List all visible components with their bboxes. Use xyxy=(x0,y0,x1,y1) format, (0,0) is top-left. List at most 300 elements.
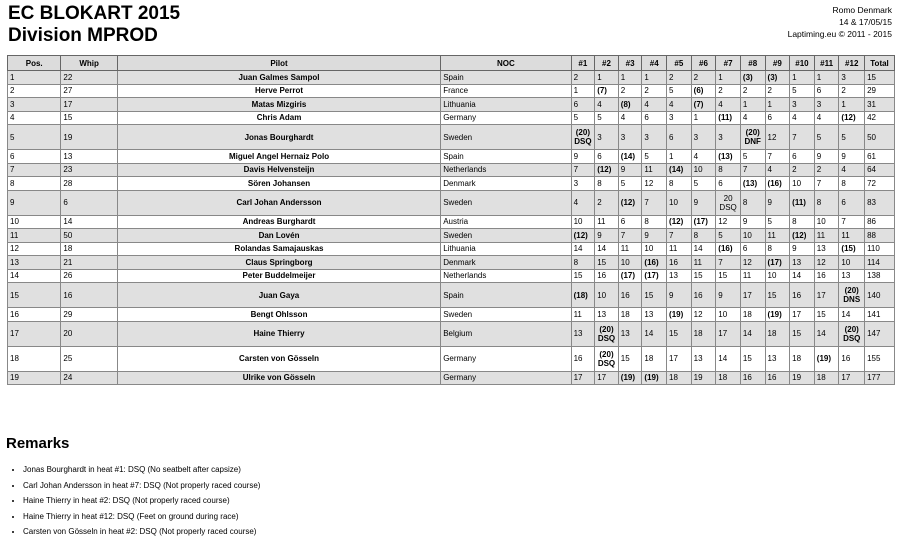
heat-result-cell: 13 xyxy=(642,308,667,322)
heat-result-cell: 18 xyxy=(740,308,765,322)
heat-result-cell: 7 xyxy=(765,150,790,164)
heat-result-cell: 6 xyxy=(839,190,865,215)
column-header: #7 xyxy=(716,56,741,71)
position-cell: 4 xyxy=(8,111,61,125)
column-header: #11 xyxy=(814,56,839,71)
heat-result-cell: 2 xyxy=(716,84,741,98)
heat-result-cell: 4 xyxy=(839,163,865,177)
noc-cell: Netherlands xyxy=(441,269,571,283)
heat-result-cell: 13 xyxy=(595,308,619,322)
heat-result-cell: 11 xyxy=(618,242,642,256)
total-cell: 42 xyxy=(865,111,895,125)
heat-result-cell: (17) xyxy=(691,215,716,229)
heat-result-cell: (12) xyxy=(618,190,642,215)
noc-cell: Spain xyxy=(441,283,571,308)
column-header: Total xyxy=(865,56,895,71)
heat-result-cell: 9 xyxy=(618,163,642,177)
heat-result-cell: 1 xyxy=(595,71,619,85)
remark-item: • Carl Johan Andersson in heat #7: DSQ (Not properly raced course) xyxy=(23,478,260,494)
total-cell: 147 xyxy=(865,321,895,346)
pilot-cell: Bengt Ohlsson xyxy=(117,308,440,322)
heat-result-cell: 14 xyxy=(740,321,765,346)
heat-result-cell: 8 xyxy=(595,177,619,191)
heat-result-cell: 4 xyxy=(595,98,619,112)
total-cell: 114 xyxy=(865,256,895,270)
heat-result-cell: (19) xyxy=(765,308,790,322)
heat-result-cell: 1 xyxy=(814,71,839,85)
table-header-row xyxy=(8,56,895,71)
heat-result-cell: 13 xyxy=(765,346,790,371)
pilot-cell: Claus Springborg xyxy=(117,256,440,270)
heat-result-cell: (7) xyxy=(595,84,619,98)
heat-result-cell: 14 xyxy=(571,242,595,256)
total-cell: 15 xyxy=(865,71,895,85)
heat-result-cell: (14) xyxy=(667,163,692,177)
position-cell: 13 xyxy=(8,256,61,270)
position-cell: 16 xyxy=(8,308,61,322)
heat-result-cell: 7 xyxy=(814,177,839,191)
heat-result-cell: 5 xyxy=(571,111,595,125)
pilot-cell: Juan Gaya xyxy=(117,283,440,308)
heat-result-cell: 7 xyxy=(716,256,741,270)
column-header: #3 xyxy=(618,56,642,71)
heat-result-cell: 11 xyxy=(839,229,865,243)
heat-result-cell: 18 xyxy=(642,346,667,371)
heat-result-cell: 5 xyxy=(740,150,765,164)
pilot-cell: Sören Johansen xyxy=(117,177,440,191)
heat-result-cell: 12 xyxy=(740,256,765,270)
heat-result-cell: 5 xyxy=(618,177,642,191)
noc-cell: Belgium xyxy=(441,321,571,346)
heat-result-cell: 9 xyxy=(571,150,595,164)
heat-result-cell: 15 xyxy=(765,283,790,308)
remark-item: • Carsten von Gösseln in heat #2: DSQ (Not properly raced course) xyxy=(23,524,260,540)
whip-cell: 21 xyxy=(61,256,117,270)
pilot-cell: Juan Galmes Sampol xyxy=(117,71,440,85)
heat-result-cell: 16 xyxy=(839,346,865,371)
heat-result-cell: 6 xyxy=(642,111,667,125)
whip-cell: 17 xyxy=(61,98,117,112)
total-cell: 50 xyxy=(865,125,895,150)
heat-result-cell: 11 xyxy=(595,215,619,229)
heat-result-cell: 4 xyxy=(814,111,839,125)
position-cell: 5 xyxy=(8,125,61,150)
heat-result-cell: 15 xyxy=(691,269,716,283)
event-title: EC BLOKART 2015 xyxy=(8,3,181,24)
position-cell: 14 xyxy=(8,269,61,283)
heat-result-cell: 13 xyxy=(839,269,865,283)
heat-result-cell: 6 xyxy=(595,150,619,164)
heat-result-cell: 15 xyxy=(790,321,815,346)
heat-result-cell: 14 xyxy=(642,321,667,346)
column-header: Whip xyxy=(61,56,117,71)
heat-result-cell: 4 xyxy=(740,111,765,125)
heat-result-cell: 18 xyxy=(667,371,692,385)
event-dates: 14 & 17/05/15 xyxy=(839,17,892,27)
heat-result-cell: 18 xyxy=(618,308,642,322)
noc-cell: Netherlands xyxy=(441,163,571,177)
heat-result-cell: 10 xyxy=(839,256,865,270)
heat-result-cell: 10 xyxy=(740,229,765,243)
column-header: #12 xyxy=(839,56,865,71)
column-header: Pos. xyxy=(8,56,61,71)
heat-result-cell: 12 xyxy=(642,177,667,191)
heat-result-cell: 7 xyxy=(667,229,692,243)
position-cell: 19 xyxy=(8,371,61,385)
table-row xyxy=(8,269,895,283)
heat-result-cell: 9 xyxy=(691,190,716,215)
pilot-cell: Matas Mizgiris xyxy=(117,98,440,112)
column-header: NOC xyxy=(441,56,571,71)
heat-result-cell: 2 xyxy=(765,84,790,98)
heat-result-cell: 5 xyxy=(691,177,716,191)
whip-cell: 15 xyxy=(61,111,117,125)
heat-result-cell: 13 xyxy=(814,242,839,256)
table-row xyxy=(8,177,895,191)
heat-result-cell: 10 xyxy=(814,215,839,229)
heat-result-cell: (20) DSQ xyxy=(571,125,595,150)
whip-cell: 29 xyxy=(61,308,117,322)
heat-result-cell: 7 xyxy=(571,163,595,177)
heat-result-cell: 11 xyxy=(667,242,692,256)
heat-result-cell: 16 xyxy=(740,371,765,385)
heat-result-cell: 13 xyxy=(667,269,692,283)
position-cell: 15 xyxy=(8,283,61,308)
total-cell: 110 xyxy=(865,242,895,256)
heat-result-cell: 1 xyxy=(571,84,595,98)
noc-cell: Sweden xyxy=(441,125,571,150)
noc-cell: France xyxy=(441,84,571,98)
heat-result-cell: 9 xyxy=(765,190,790,215)
heat-result-cell: 13 xyxy=(691,346,716,371)
position-cell: 9 xyxy=(8,190,61,215)
position-cell: 10 xyxy=(8,215,61,229)
total-cell: 72 xyxy=(865,177,895,191)
heat-result-cell: 2 xyxy=(667,71,692,85)
total-cell: 138 xyxy=(865,269,895,283)
heat-result-cell: 14 xyxy=(691,242,716,256)
heat-result-cell: (7) xyxy=(691,98,716,112)
heat-result-cell: (12) xyxy=(571,229,595,243)
noc-cell: Sweden xyxy=(441,229,571,243)
table-row xyxy=(8,308,895,322)
heat-result-cell: (3) xyxy=(765,71,790,85)
heat-result-cell: 7 xyxy=(618,229,642,243)
position-cell: 2 xyxy=(8,84,61,98)
heat-result-cell: 10 xyxy=(642,242,667,256)
whip-cell: 27 xyxy=(61,84,117,98)
heat-result-cell: (14) xyxy=(618,150,642,164)
column-header: #9 xyxy=(765,56,790,71)
table-row xyxy=(8,98,895,112)
heat-result-cell: (19) xyxy=(814,346,839,371)
heat-result-cell: 8 xyxy=(814,190,839,215)
heat-result-cell: 5 xyxy=(839,125,865,150)
position-cell: 17 xyxy=(8,321,61,346)
heat-result-cell: 1 xyxy=(618,71,642,85)
noc-cell: Spain xyxy=(441,150,571,164)
heat-result-cell: 19 xyxy=(691,371,716,385)
heat-result-cell: (16) xyxy=(642,256,667,270)
pilot-cell: Rolandas Samajauskas xyxy=(117,242,440,256)
total-cell: 177 xyxy=(865,371,895,385)
heat-result-cell: 8 xyxy=(667,177,692,191)
event-meta xyxy=(788,4,892,40)
noc-cell: Denmark xyxy=(441,256,571,270)
heat-result-cell: 1 xyxy=(790,71,815,85)
heat-result-cell: 3 xyxy=(814,98,839,112)
heat-result-cell: 9 xyxy=(716,283,741,308)
table-row xyxy=(8,371,895,385)
table-row xyxy=(8,242,895,256)
whip-cell: 23 xyxy=(61,163,117,177)
noc-cell: Austria xyxy=(441,215,571,229)
pilot-cell: Jonas Bourghardt xyxy=(117,125,440,150)
heat-result-cell: (3) xyxy=(740,71,765,85)
credit-text: Laptiming.eu © 2011 - 2015 xyxy=(787,29,892,39)
heat-result-cell: 6 xyxy=(618,215,642,229)
table-row xyxy=(8,84,895,98)
position-cell: 8 xyxy=(8,177,61,191)
heat-result-cell: 3 xyxy=(839,71,865,85)
column-header: #4 xyxy=(642,56,667,71)
total-cell: 86 xyxy=(865,215,895,229)
table-row xyxy=(8,346,895,371)
heat-result-cell: 7 xyxy=(839,215,865,229)
position-cell: 18 xyxy=(8,346,61,371)
table-row xyxy=(8,215,895,229)
heat-result-cell: (20) DNS xyxy=(839,283,865,308)
heat-result-cell: 9 xyxy=(642,229,667,243)
heat-result-cell: 15 xyxy=(595,256,619,270)
heat-result-cell: (16) xyxy=(716,242,741,256)
noc-cell: Germany xyxy=(441,346,571,371)
heat-result-cell: 2 xyxy=(571,71,595,85)
heat-result-cell: 1 xyxy=(691,111,716,125)
division-title: Division MPROD xyxy=(8,25,158,46)
pilot-cell: Miguel Angel Hernaiz Polo xyxy=(117,150,440,164)
whip-cell: 22 xyxy=(61,71,117,85)
column-header: #8 xyxy=(740,56,765,71)
heat-result-cell: 9 xyxy=(740,215,765,229)
heat-result-cell: 17 xyxy=(571,371,595,385)
heat-result-cell: 20 DSQ xyxy=(716,190,741,215)
heat-result-cell: 4 xyxy=(691,150,716,164)
heat-result-cell: (18) xyxy=(571,283,595,308)
heat-result-cell: 8 xyxy=(790,215,815,229)
position-cell: 11 xyxy=(8,229,61,243)
heat-result-cell: (12) xyxy=(839,111,865,125)
pilot-cell: Davis Helvensteijn xyxy=(117,163,440,177)
heat-result-cell: 8 xyxy=(740,190,765,215)
whip-cell: 18 xyxy=(61,242,117,256)
noc-cell: Denmark xyxy=(441,177,571,191)
whip-cell: 16 xyxy=(61,283,117,308)
heat-result-cell: 16 xyxy=(571,346,595,371)
heat-result-cell: 5 xyxy=(814,125,839,150)
heat-result-cell: 18 xyxy=(814,371,839,385)
table-row xyxy=(8,283,895,308)
heat-result-cell: 6 xyxy=(571,98,595,112)
heat-result-cell: 10 xyxy=(765,269,790,283)
heat-result-cell: 9 xyxy=(595,229,619,243)
heat-result-cell: 16 xyxy=(691,283,716,308)
heat-result-cell: 6 xyxy=(765,111,790,125)
page-title xyxy=(8,3,180,47)
whip-cell: 50 xyxy=(61,229,117,243)
pilot-cell: Peter Buddelmeijer xyxy=(117,269,440,283)
total-cell: 83 xyxy=(865,190,895,215)
heat-result-cell: 16 xyxy=(814,269,839,283)
column-header: Pilot xyxy=(117,56,440,71)
pilot-cell: Ulrike von Gösseln xyxy=(117,371,440,385)
heat-result-cell: 17 xyxy=(667,346,692,371)
heat-result-cell: 3 xyxy=(595,125,619,150)
remark-item: • Haine Thierry in heat #2: DSQ (Not properly raced course) xyxy=(23,493,260,509)
heat-result-cell: (12) xyxy=(790,229,815,243)
heat-result-cell: 9 xyxy=(790,242,815,256)
heat-result-cell: 19 xyxy=(790,371,815,385)
heat-result-cell: 15 xyxy=(571,269,595,283)
remark-item: • Jonas Bourghardt in heat #1: DSQ (No seatbelt after capsize) xyxy=(23,462,260,478)
noc-cell: Lithuania xyxy=(441,98,571,112)
pilot-cell: Andreas Burghardt xyxy=(117,215,440,229)
heat-result-cell: 6 xyxy=(814,84,839,98)
column-header: #5 xyxy=(667,56,692,71)
table-row xyxy=(8,71,895,85)
remarks-list xyxy=(10,462,260,540)
heat-result-cell: 4 xyxy=(618,111,642,125)
noc-cell: Sweden xyxy=(441,308,571,322)
total-cell: 141 xyxy=(865,308,895,322)
heat-result-cell: 3 xyxy=(618,125,642,150)
heat-result-cell: 1 xyxy=(667,150,692,164)
heat-result-cell: 1 xyxy=(765,98,790,112)
heat-result-cell: 2 xyxy=(814,163,839,177)
heat-result-cell: 10 xyxy=(618,256,642,270)
heat-result-cell: 16 xyxy=(618,283,642,308)
heat-result-cell: 8 xyxy=(839,177,865,191)
table-row xyxy=(8,229,895,243)
pilot-cell: Chris Adam xyxy=(117,111,440,125)
heat-result-cell: 2 xyxy=(618,84,642,98)
heat-result-cell: 10 xyxy=(667,190,692,215)
heat-result-cell: 18 xyxy=(716,371,741,385)
position-cell: 1 xyxy=(8,71,61,85)
noc-cell: Sweden xyxy=(441,190,571,215)
heat-result-cell: 7 xyxy=(642,190,667,215)
heat-result-cell: 6 xyxy=(716,177,741,191)
pilot-cell: Dan Lovén xyxy=(117,229,440,243)
heat-result-cell: 3 xyxy=(642,125,667,150)
heat-result-cell: 14 xyxy=(716,346,741,371)
heat-result-cell: 9 xyxy=(667,283,692,308)
column-header: #2 xyxy=(595,56,619,71)
heat-result-cell: (8) xyxy=(618,98,642,112)
heat-result-cell: 8 xyxy=(765,242,790,256)
total-cell: 88 xyxy=(865,229,895,243)
heat-result-cell: (13) xyxy=(716,150,741,164)
noc-cell: Lithuania xyxy=(441,242,571,256)
heat-result-cell: 2 xyxy=(740,84,765,98)
heat-result-cell: 12 xyxy=(814,256,839,270)
heat-result-cell: 5 xyxy=(716,229,741,243)
remarks-title: Remarks xyxy=(6,435,70,452)
heat-result-cell: 2 xyxy=(691,71,716,85)
heat-result-cell: 9 xyxy=(814,150,839,164)
heat-result-cell: (20) DNF xyxy=(740,125,765,150)
table-body xyxy=(8,71,895,385)
heat-result-cell: 12 xyxy=(765,125,790,150)
heat-result-cell: (20) DSQ xyxy=(595,321,619,346)
heat-result-cell: 7 xyxy=(790,125,815,150)
heat-result-cell: 1 xyxy=(839,98,865,112)
total-cell: 140 xyxy=(865,283,895,308)
heat-result-cell: 3 xyxy=(571,177,595,191)
whip-cell: 6 xyxy=(61,190,117,215)
table-row xyxy=(8,256,895,270)
column-header: #6 xyxy=(691,56,716,71)
column-header: #1 xyxy=(571,56,595,71)
heat-result-cell: 17 xyxy=(839,371,865,385)
heat-result-cell: 3 xyxy=(667,111,692,125)
heat-result-cell: 18 xyxy=(790,346,815,371)
heat-result-cell: 16 xyxy=(595,269,619,283)
heat-result-cell: 13 xyxy=(618,321,642,346)
heat-result-cell: 2 xyxy=(790,163,815,177)
heat-result-cell: (19) xyxy=(642,371,667,385)
heat-result-cell: 11 xyxy=(691,256,716,270)
heat-result-cell: 17 xyxy=(740,283,765,308)
heat-result-cell: (12) xyxy=(667,215,692,229)
heat-result-cell: 10 xyxy=(595,283,619,308)
heat-result-cell: 14 xyxy=(790,269,815,283)
heat-result-cell: 3 xyxy=(691,125,716,150)
results-table xyxy=(7,55,895,385)
heat-result-cell: 4 xyxy=(642,98,667,112)
heat-result-cell: 4 xyxy=(571,190,595,215)
heat-result-cell: 13 xyxy=(571,321,595,346)
heat-result-cell: 1 xyxy=(716,71,741,85)
heat-result-cell: (11) xyxy=(716,111,741,125)
heat-result-cell: 11 xyxy=(765,229,790,243)
position-cell: 7 xyxy=(8,163,61,177)
heat-result-cell: 6 xyxy=(740,242,765,256)
heat-result-cell: 9 xyxy=(839,150,865,164)
heat-result-cell: 2 xyxy=(595,190,619,215)
position-cell: 12 xyxy=(8,242,61,256)
position-cell: 3 xyxy=(8,98,61,112)
heat-result-cell: 1 xyxy=(642,71,667,85)
whip-cell: 28 xyxy=(61,177,117,191)
heat-result-cell: 2 xyxy=(642,84,667,98)
total-cell: 64 xyxy=(865,163,895,177)
column-header: #10 xyxy=(790,56,815,71)
heat-result-cell: 17 xyxy=(790,308,815,322)
noc-cell: Spain xyxy=(441,71,571,85)
heat-result-cell: 8 xyxy=(691,229,716,243)
heat-result-cell: 15 xyxy=(667,321,692,346)
heat-result-cell: 4 xyxy=(790,111,815,125)
pilot-cell: Herve Perrot xyxy=(117,84,440,98)
whip-cell: 26 xyxy=(61,269,117,283)
position-cell: 6 xyxy=(8,150,61,164)
heat-result-cell: 10 xyxy=(691,163,716,177)
heat-result-cell: 16 xyxy=(667,256,692,270)
total-cell: 61 xyxy=(865,150,895,164)
heat-result-cell: 14 xyxy=(814,321,839,346)
heat-result-cell: 17 xyxy=(716,321,741,346)
